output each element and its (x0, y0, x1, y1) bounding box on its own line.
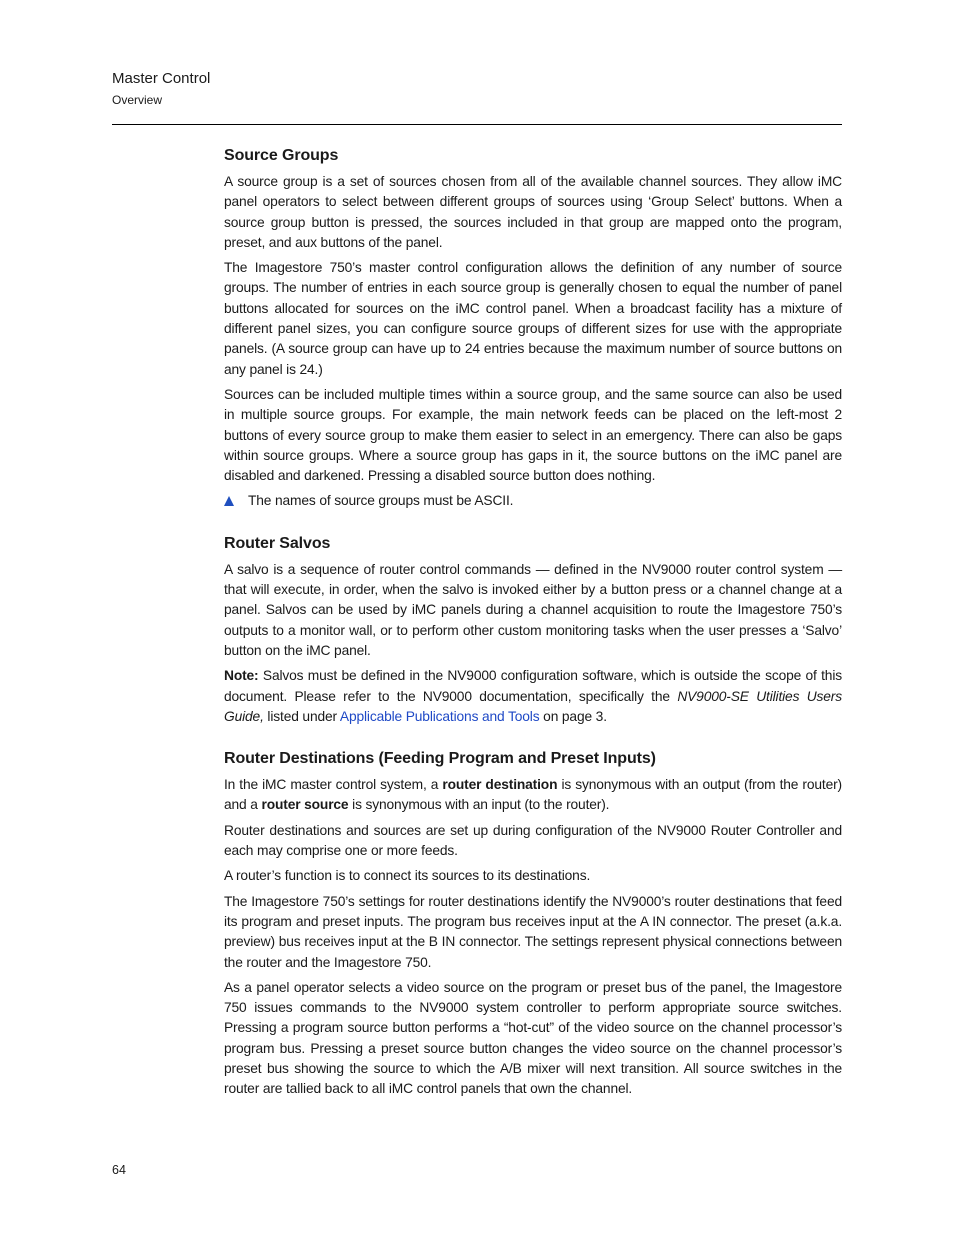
warning-note (224, 491, 842, 511)
section-heading: Source Groups (224, 147, 339, 164)
warning-text: The names of source groups must be ASCII. (248, 493, 514, 509)
paragraph: As a panel operator selects a video source on the program or preset bus of the panel, the Imagestore 750 issues commands to the NV9000 system controller to perform appropriate source switches. Pressing a program source button performs a “hot-cut” of the video source on the channel processor’s program bus. Pressing a preset source button changes the video source on the channel processor’s preset bus showing the source to which the A/B mixer will next transition. All source switches in the router are tallied back to all iMC control panels that own the channel. (224, 979, 842, 1097)
paragraph: Router destinations and sources are set up during configuration of the NV9000 Router Controller and each may comprise one or more feeds. (224, 822, 842, 859)
note-paragraph: Note: Salvos must be defined in the NV9000 configuration software, which is outside the scope of this document. Please refer to the NV9000 documentation, specifically the NV9000-SE Utilities Users Guide, listed under Applicable Publications and Tools on page 3. (224, 668, 843, 724)
section-heading: Router Destinations (Feeding Program and Preset Inputs) (224, 750, 656, 768)
running-header-subtitle: Overview (112, 93, 163, 107)
paragraph: Sources can be included multiple times within a source group, and the same source can also be used in multiple source groups. For example, the main network feeds can be placed on the left-most 2 buttons of every source group to make them easier to select in an emergency. There can also be gaps within source groups. Where a source group has gaps in it, the source buttons on the iMC panel are disabled and darkened. Pressing a disabled source button does nothing. (224, 386, 842, 484)
paragraph: The Imagestore 750’s settings for router destinations identify the NV9000’s router destinations that feed its program and preset inputs. The program bus receives input at the A IN connector. The preset (a.k.a. preview) bus receives input at the B IN connector. The settings represent physical connections between the router and the Imagestore 750. (224, 893, 842, 970)
section-heading: Router Salvos (224, 534, 331, 552)
paragraph: A router’s function is to connect its sources to its destinations. (224, 868, 591, 884)
page-body (224, 145, 842, 1105)
term-router-source: router source (261, 797, 349, 813)
term-router-destination: router destination (442, 777, 558, 793)
publications-link[interactable]: Applicable Publications and Tools (339, 708, 540, 724)
document-title: NV9000-SE Utilities Users Guide, (224, 688, 843, 724)
header-divider (112, 124, 842, 125)
section-router-salvos (224, 533, 842, 727)
paragraph: In the iMC master control system, a router destination is synonymous with an output (from the router) and a router source is synonymous with an input (to the router). (224, 777, 842, 813)
paragraph: A source group is a set of sources chosen from all of the available channel sources. They allow iMC panel operators to select between different groups of sources using ‘Group Select’ buttons. When a source group button is pressed, the sources included in that group are mapped onto the program, preset, and aux buttons of the panel. (224, 174, 842, 250)
section-router-destinations (224, 748, 842, 1099)
section-source-groups (224, 145, 842, 512)
page-number: 64 (112, 1163, 126, 1177)
paragraph: A salvo is a sequence of router control commands — defined in the NV9000 router control system — that will execute, in order, when the salvo is invoked either by a button press or a channel change at a panel. Salvos can be used by iMC panels during a channel acquisition to route the Imagestore 750’s outputs to a monitor wall, or to perform other custom monitoring tasks when the user presses a ‘Salvo’ button on the iMC panel. (224, 561, 842, 658)
paragraph: The Imagestore 750’s master control configuration allows the definition of any number of source groups. The number of entries in each source group is generally chosen to equal the number of panel buttons allocated for sources on the iMC control panel. When a broadcast facility has a mixture of different panel sizes, you can configure source groups of different sizes for use with the appropriate panels. (A source group can have up to 24 entries because the maximum number of source buttons on any panel is 24.) (224, 260, 842, 377)
warning-triangle-icon (224, 496, 234, 506)
note-label: Note: (224, 668, 259, 684)
running-header-title: Master Control (112, 70, 211, 87)
